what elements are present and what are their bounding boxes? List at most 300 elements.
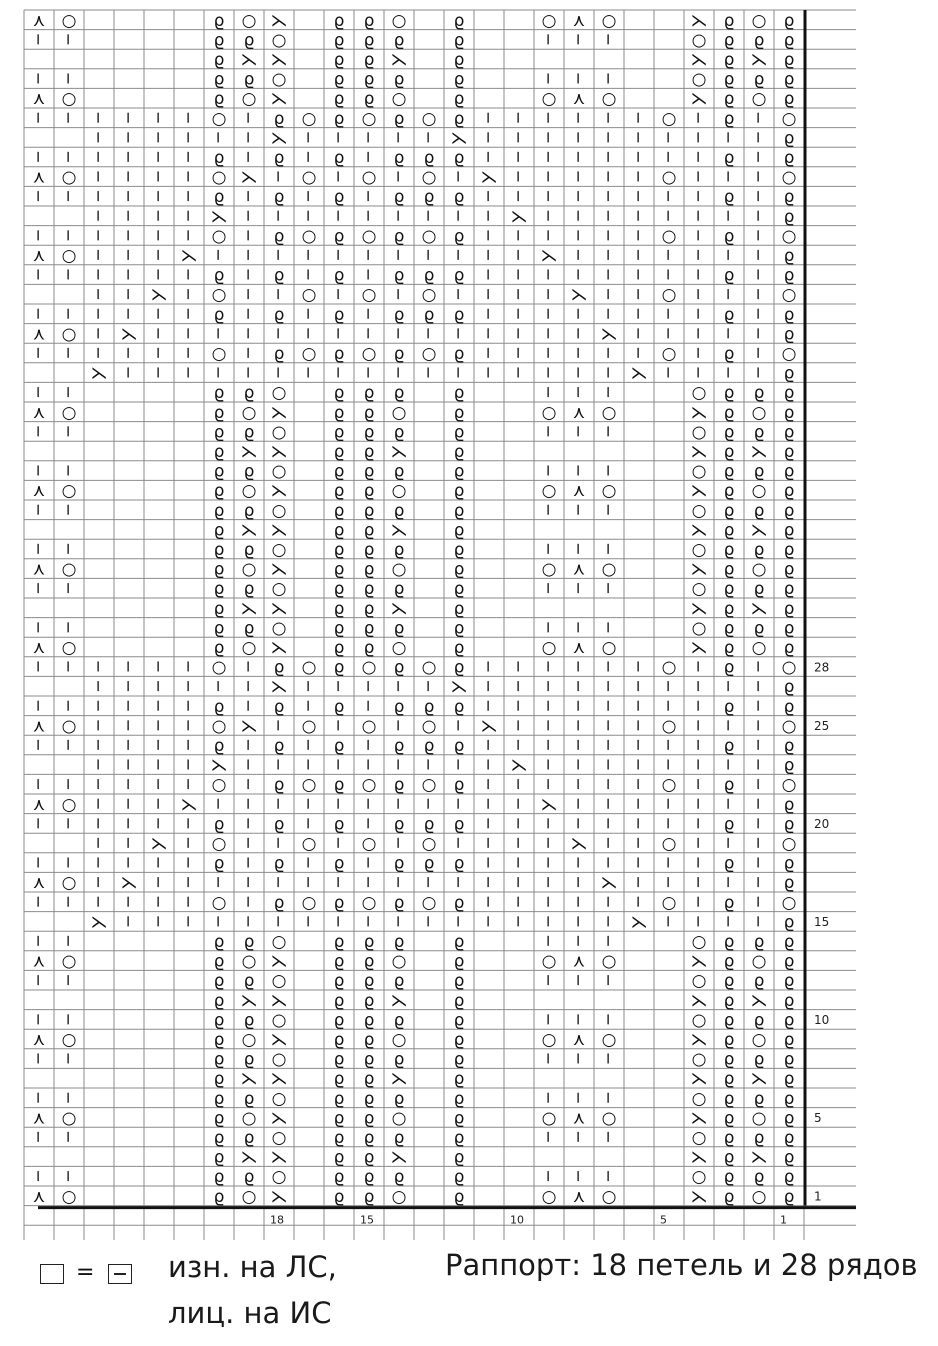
purl-stitch-icon: − (689, 875, 708, 889)
purl-stitch-icon: − (599, 248, 618, 262)
purl-stitch-icon: − (479, 365, 498, 380)
purl-stitch-icon: − (269, 209, 288, 223)
twisted-stitch-icon: ϱ (213, 932, 225, 952)
twisted-stitch-icon: ϱ (243, 1167, 255, 1188)
purl-stitch-icon: − (179, 914, 198, 929)
twisted-stitch-icon: ϱ (453, 951, 465, 972)
twisted-stitch-icon: ϱ (363, 520, 375, 541)
purl-stitch-icon: − (269, 875, 288, 889)
twisted-stitch-icon: ϱ (393, 971, 405, 992)
twisted-stitch-icon: ϱ (213, 1069, 225, 1090)
twisted-stitch-icon: ϱ (393, 461, 405, 482)
decrease-icon: ⋋ (270, 442, 288, 462)
twisted-stitch-icon: ϱ (723, 108, 735, 129)
purl-stitch-icon: − (659, 326, 678, 341)
double-decrease-icon: ⋏ (32, 638, 46, 658)
decrease-icon: ⋋ (270, 402, 288, 423)
purl-stitch-icon: − (479, 248, 498, 262)
twisted-stitch-icon: ϱ (393, 30, 405, 51)
twisted-stitch-icon: ϱ (453, 461, 465, 482)
purl-stitch-icon: − (719, 169, 738, 184)
twisted-stitch-icon: ϱ (333, 1167, 345, 1188)
double-decrease-icon: ⋏ (32, 402, 46, 423)
yarn-over-icon: ○ (541, 951, 557, 972)
purl-stitch-icon: − (509, 797, 528, 811)
purl-stitch-icon: − (269, 248, 288, 262)
purl-stitch-icon: − (599, 836, 618, 850)
purl-stitch-icon: − (299, 307, 318, 321)
purl-stitch-icon: − (359, 699, 378, 713)
decrease-icon: ⋋ (240, 1069, 258, 1090)
purl-stitch-icon: − (149, 346, 168, 360)
purl-stitch-icon: − (479, 816, 498, 831)
decrease-icon: ⋋ (270, 1069, 288, 1090)
purl-stitch-icon: − (689, 287, 708, 301)
twisted-stitch-icon: ϱ (363, 383, 375, 404)
yarn-over-icon: ○ (751, 10, 767, 31)
purl-stitch-icon: − (569, 503, 588, 517)
purl-stitch-icon: − (509, 189, 528, 203)
twisted-stitch-icon: ϱ (333, 402, 345, 423)
purl-stitch-icon: − (329, 209, 348, 223)
twisted-stitch-icon: ϱ (333, 520, 345, 541)
purl-stitch-icon: − (659, 738, 678, 752)
purl-stitch-icon: − (479, 659, 498, 674)
rapport-text: Раппорт: 18 петель и 28 рядов (445, 1248, 918, 1282)
purl-stitch-icon: − (539, 934, 558, 948)
purl-stitch-icon: − (539, 895, 558, 909)
yarn-over-icon: ○ (781, 892, 797, 913)
double-decrease-icon: ⋏ (32, 794, 46, 815)
twisted-stitch-icon: ϱ (213, 304, 225, 325)
purl-stitch-icon: − (689, 895, 708, 909)
twisted-stitch-icon: ϱ (363, 1186, 375, 1207)
purl-stitch-icon: − (359, 365, 378, 380)
purl-stitch-icon: − (629, 699, 648, 713)
purl-stitch-icon: − (569, 875, 588, 889)
purl-stitch-icon: − (539, 855, 558, 870)
twisted-stitch-icon: ϱ (243, 971, 255, 992)
purl-stitch-icon: − (509, 855, 528, 870)
purl-stitch-icon: − (749, 659, 768, 674)
purl-stitch-icon: − (149, 150, 168, 164)
twisted-stitch-icon: ϱ (453, 1147, 465, 1168)
yarn-over-icon: ○ (61, 716, 77, 737)
purl-stitch-icon: − (149, 326, 168, 341)
twisted-stitch-icon: ϱ (213, 1049, 225, 1070)
purl-stitch-icon: − (179, 307, 198, 321)
purl-stitch-icon: − (59, 1130, 78, 1144)
purl-stitch-icon: − (179, 150, 198, 164)
double-decrease-icon: ⋏ (32, 167, 46, 188)
yarn-over-icon: ○ (691, 422, 707, 443)
twisted-stitch-icon: ϱ (243, 69, 255, 90)
purl-stitch-icon: − (29, 111, 48, 125)
yarn-over-icon: ○ (241, 1108, 257, 1129)
twisted-stitch-icon: ϱ (753, 1088, 765, 1109)
yarn-over-icon: ○ (211, 657, 227, 678)
double-decrease-icon: ⋏ (32, 246, 46, 266)
twisted-stitch-icon: ϱ (243, 1088, 255, 1109)
twisted-stitch-icon: ϱ (783, 1010, 795, 1031)
yarn-over-icon: ○ (781, 167, 797, 188)
decrease-icon: ⋋ (600, 324, 618, 345)
purl-stitch-icon: − (179, 130, 198, 145)
purl-stitch-icon: − (629, 228, 648, 243)
decrease-icon: ⋋ (570, 834, 588, 854)
twisted-stitch-icon: ϱ (783, 1108, 795, 1129)
purl-stitch-icon: − (749, 875, 768, 889)
decrease-icon: ⋋ (690, 1147, 708, 1168)
yarn-over-icon: ○ (421, 226, 437, 247)
purl-stitch-icon: − (569, 385, 588, 399)
twisted-stitch-icon: ϱ (783, 187, 795, 208)
twisted-stitch-icon: ϱ (213, 598, 225, 619)
purl-stitch-icon: − (119, 209, 138, 223)
purl-stitch-icon: − (659, 209, 678, 223)
decrease-icon: ⋋ (750, 1147, 768, 1168)
double-decrease-icon: ⋏ (572, 638, 586, 658)
twisted-stitch-icon: ϱ (723, 618, 735, 639)
twisted-stitch-icon: ϱ (783, 422, 795, 443)
twisted-stitch-icon: ϱ (213, 638, 225, 658)
purl-stitch-icon: − (599, 209, 618, 223)
purl-stitch-icon: − (599, 228, 618, 243)
decrease-icon: ⋋ (390, 1147, 408, 1168)
yarn-over-icon: ○ (541, 10, 557, 31)
purl-stitch-icon: − (89, 659, 108, 674)
twisted-stitch-icon: ϱ (213, 1108, 225, 1129)
twisted-stitch-icon: ϱ (783, 598, 795, 619)
purl-stitch-icon: − (749, 365, 768, 380)
yarn-over-icon: ○ (271, 1010, 287, 1031)
purl-stitch-icon: − (689, 718, 708, 733)
purl-stitch-icon: − (569, 973, 588, 987)
purl-stitch-icon: − (239, 130, 258, 145)
purl-stitch-icon: − (119, 914, 138, 929)
purl-stitch-icon: − (329, 718, 348, 733)
yarn-over-icon: ○ (271, 383, 287, 404)
twisted-stitch-icon: ϱ (723, 10, 735, 31)
twisted-stitch-icon: ϱ (783, 1186, 795, 1207)
twisted-stitch-icon: ϱ (453, 892, 465, 913)
twisted-stitch-icon: ϱ (723, 1049, 735, 1070)
twisted-stitch-icon: ϱ (723, 442, 735, 462)
yarn-over-icon: ○ (361, 657, 377, 678)
purl-stitch-icon: − (419, 797, 438, 811)
yarn-over-icon: ○ (361, 834, 377, 854)
purl-stitch-icon: − (599, 738, 618, 752)
purl-stitch-icon: − (119, 679, 138, 693)
twisted-stitch-icon: ϱ (213, 265, 225, 286)
twisted-stitch-icon: ϱ (393, 736, 405, 756)
twisted-stitch-icon: ϱ (783, 89, 795, 110)
decrease-icon: ⋋ (510, 755, 528, 776)
twisted-stitch-icon: ϱ (393, 775, 405, 796)
purl-stitch-icon: − (179, 169, 198, 184)
purl-stitch-icon: − (89, 679, 108, 693)
purl-stitch-icon: − (599, 757, 618, 772)
purl-stitch-icon: − (659, 816, 678, 831)
twisted-stitch-icon: ϱ (243, 1010, 255, 1031)
twisted-stitch-icon: ϱ (783, 442, 795, 462)
yarn-over-icon: ○ (751, 1186, 767, 1207)
purl-stitch-icon: − (419, 875, 438, 889)
purl-stitch-icon: − (449, 718, 468, 733)
yarn-over-icon: ○ (271, 500, 287, 521)
twisted-stitch-icon: ϱ (453, 540, 465, 560)
twisted-stitch-icon: ϱ (363, 559, 375, 580)
decrease-icon: ⋋ (690, 990, 708, 1011)
purl-stitch-icon: − (149, 699, 168, 713)
purl-stitch-icon: − (119, 307, 138, 321)
purl-stitch-icon: − (599, 267, 618, 282)
yarn-over-icon: ○ (241, 1030, 257, 1050)
twisted-stitch-icon: ϱ (393, 226, 405, 247)
purl-stitch-icon: − (179, 111, 198, 125)
purl-stitch-icon: − (599, 855, 618, 870)
purl-stitch-icon: − (449, 248, 468, 262)
purl-stitch-icon: − (239, 757, 258, 772)
purl-stitch-icon: − (749, 914, 768, 929)
purl-stitch-icon: − (179, 228, 198, 243)
twisted-stitch-icon: ϱ (333, 1088, 345, 1109)
column-number-label: 10 (510, 1213, 524, 1227)
yarn-over-icon: ○ (541, 89, 557, 110)
purl-stitch-icon: − (59, 738, 78, 752)
decrease-icon: ⋋ (510, 206, 528, 227)
purl-stitch-icon: − (59, 385, 78, 399)
twisted-stitch-icon: ϱ (273, 304, 285, 325)
yarn-over-icon: ○ (601, 1108, 617, 1129)
yarn-over-icon: ○ (421, 775, 437, 796)
double-decrease-icon: ⋏ (572, 1108, 586, 1129)
purl-stitch-icon: − (599, 718, 618, 733)
yarn-over-icon: ○ (211, 834, 227, 854)
twisted-stitch-icon: ϱ (213, 50, 225, 70)
purl-stitch-icon: − (149, 875, 168, 889)
purl-stitch-icon: − (89, 307, 108, 321)
twisted-stitch-icon: ϱ (363, 461, 375, 482)
purl-stitch-icon: − (539, 287, 558, 301)
twisted-stitch-icon: ϱ (333, 30, 345, 51)
purl-stitch-icon: − (329, 130, 348, 145)
twisted-stitch-icon: ϱ (423, 304, 435, 325)
twisted-stitch-icon: ϱ (753, 932, 765, 952)
twisted-stitch-icon: ϱ (333, 559, 345, 580)
purl-stitch-icon: − (689, 365, 708, 380)
decrease-icon: ⋋ (540, 246, 558, 266)
purl-stitch-icon: − (599, 797, 618, 811)
purl-stitch-icon: − (239, 150, 258, 164)
yarn-over-icon: ○ (241, 402, 257, 423)
twisted-stitch-icon: ϱ (213, 618, 225, 639)
yarn-over-icon: ○ (691, 540, 707, 560)
twisted-stitch-icon: ϱ (783, 1069, 795, 1090)
purl-stitch-icon: − (179, 777, 198, 791)
purl-stitch-icon: − (659, 189, 678, 203)
yarn-over-icon: ○ (691, 1049, 707, 1070)
twisted-stitch-icon: ϱ (783, 148, 795, 168)
twisted-stitch-icon: ϱ (723, 1167, 735, 1188)
twisted-stitch-icon: ϱ (243, 422, 255, 443)
double-decrease-icon: ⋏ (572, 951, 586, 972)
purl-stitch-icon: − (119, 248, 138, 262)
decrease-icon: ⋋ (390, 1069, 408, 1090)
purl-stitch-icon: − (239, 679, 258, 693)
purl-stitch-icon: − (449, 836, 468, 850)
purl-stitch-icon: − (749, 757, 768, 772)
twisted-stitch-icon: ϱ (723, 638, 735, 658)
purl-stitch-icon: − (149, 914, 168, 929)
purl-stitch-icon: − (629, 189, 648, 203)
twisted-stitch-icon: ϱ (753, 540, 765, 560)
twisted-stitch-icon: ϱ (213, 187, 225, 208)
twisted-stitch-icon: ϱ (453, 422, 465, 443)
purl-stitch-icon: − (569, 228, 588, 243)
purl-stitch-icon: − (239, 777, 258, 791)
double-decrease-icon: ⋏ (32, 10, 46, 31)
twisted-stitch-icon: ϱ (333, 108, 345, 129)
twisted-stitch-icon: ϱ (273, 736, 285, 756)
purl-stitch-icon: − (29, 855, 48, 870)
column-number-label: 1 (780, 1213, 787, 1227)
purl-stitch-icon: − (29, 463, 48, 478)
purl-stitch-icon: − (719, 914, 738, 929)
purl-stitch-icon: − (569, 1169, 588, 1183)
purl-stitch-icon: − (629, 816, 648, 831)
yarn-over-icon: ○ (271, 1049, 287, 1070)
purl-stitch-icon: − (209, 797, 228, 811)
purl-stitch-icon: − (449, 365, 468, 380)
decrease-icon: ⋋ (180, 794, 198, 815)
twisted-stitch-icon: ϱ (453, 1069, 465, 1090)
purl-stitch-icon: − (389, 365, 408, 380)
yarn-over-icon: ○ (601, 951, 617, 972)
yarn-over-icon: ○ (691, 500, 707, 521)
purl-stitch-icon: − (179, 326, 198, 341)
twisted-stitch-icon: ϱ (783, 853, 795, 874)
purl-stitch-icon: − (689, 209, 708, 223)
yarn-over-icon: ○ (781, 657, 797, 678)
purl-stitch-icon: − (329, 914, 348, 929)
purl-stitch-icon: − (569, 267, 588, 282)
purl-stitch-icon: − (239, 287, 258, 301)
twisted-stitch-icon: ϱ (273, 657, 285, 678)
purl-stitch-icon: − (59, 189, 78, 203)
decrease-icon: ⋋ (270, 1030, 288, 1050)
purl-stitch-icon: − (119, 287, 138, 301)
purl-stitch-icon: − (359, 248, 378, 262)
purl-stitch-icon: − (179, 718, 198, 733)
purl-stitch-icon: − (149, 777, 168, 791)
purl-stitch-icon: − (479, 679, 498, 693)
twisted-stitch-icon: ϱ (723, 1088, 735, 1109)
twisted-stitch-icon: ϱ (723, 1010, 735, 1031)
purl-stitch-icon: − (509, 346, 528, 360)
yarn-over-icon: ○ (691, 383, 707, 404)
yarn-over-icon: ○ (601, 559, 617, 580)
yarn-over-icon: ○ (271, 971, 287, 992)
purl-stitch-icon: − (509, 111, 528, 125)
twisted-stitch-icon: ϱ (453, 108, 465, 129)
purl-stitch-icon: − (389, 326, 408, 341)
purl-stitch-icon: − (479, 150, 498, 164)
twisted-stitch-icon: ϱ (453, 853, 465, 874)
yarn-over-icon: ○ (661, 834, 677, 854)
twisted-stitch-icon: ϱ (723, 990, 735, 1011)
purl-stitch-icon: − (149, 659, 168, 674)
yarn-over-icon: ○ (541, 638, 557, 658)
yarn-over-icon: ○ (661, 716, 677, 737)
twisted-stitch-icon: ϱ (213, 520, 225, 541)
twisted-stitch-icon: ϱ (753, 422, 765, 443)
purl-stitch-icon: − (599, 307, 618, 321)
purl-stitch-icon: − (179, 875, 198, 889)
purl-stitch-icon: − (449, 169, 468, 184)
purl-stitch-icon: − (359, 679, 378, 693)
purl-stitch-icon: − (359, 189, 378, 203)
decrease-icon: ⋋ (390, 442, 408, 462)
purl-stitch-icon: − (689, 189, 708, 203)
purl-stitch-icon: − (359, 855, 378, 870)
twisted-stitch-icon: ϱ (453, 1128, 465, 1148)
purl-stitch-icon: − (599, 914, 618, 929)
purl-stitch-icon: − (239, 267, 258, 282)
twisted-stitch-icon: ϱ (363, 1167, 375, 1188)
decrease-icon: ⋋ (690, 402, 708, 423)
purl-stitch-icon: − (509, 836, 528, 850)
column-number-label: 18 (270, 1213, 284, 1227)
yarn-over-icon: ○ (421, 167, 437, 188)
decrease-icon: ⋋ (750, 50, 768, 70)
purl-stitch-icon: − (629, 679, 648, 693)
purl-stitch-icon: − (299, 150, 318, 164)
decrease-icon: ⋋ (270, 951, 288, 972)
twisted-stitch-icon: ϱ (243, 30, 255, 51)
decrease-icon: ⋋ (630, 363, 648, 384)
purl-stitch-icon: − (749, 836, 768, 850)
row-number-label: 25 (814, 719, 830, 734)
twisted-stitch-icon: ϱ (363, 10, 375, 31)
twisted-stitch-icon: ϱ (783, 481, 795, 502)
purl-stitch-icon: − (629, 326, 648, 341)
yarn-over-icon: ○ (391, 481, 407, 502)
purl-stitch-icon: − (149, 679, 168, 693)
twisted-stitch-icon: ϱ (723, 344, 735, 364)
twisted-stitch-icon: ϱ (393, 422, 405, 443)
double-decrease-icon: ⋏ (32, 89, 46, 110)
purl-stitch-icon: − (659, 757, 678, 772)
purl-stitch-icon: − (569, 346, 588, 360)
twisted-stitch-icon: ϱ (363, 481, 375, 502)
twisted-stitch-icon: ϱ (213, 1147, 225, 1168)
purl-stitch-icon: − (689, 169, 708, 184)
purl-stitch-icon: − (539, 757, 558, 772)
purl-stitch-icon: − (539, 150, 558, 164)
yarn-over-icon: ○ (361, 167, 377, 188)
yarn-over-icon: ○ (781, 226, 797, 247)
yarn-over-icon: ○ (751, 481, 767, 502)
purl-stitch-icon: − (659, 855, 678, 870)
purl-stitch-icon: − (539, 1169, 558, 1183)
decrease-icon: ⋋ (690, 1069, 708, 1090)
twisted-stitch-icon: ϱ (723, 598, 735, 619)
purl-stitch-icon: − (599, 365, 618, 380)
purl-stitch-icon: − (599, 424, 618, 439)
twisted-stitch-icon: ϱ (783, 520, 795, 541)
decrease-icon: ⋋ (750, 442, 768, 462)
